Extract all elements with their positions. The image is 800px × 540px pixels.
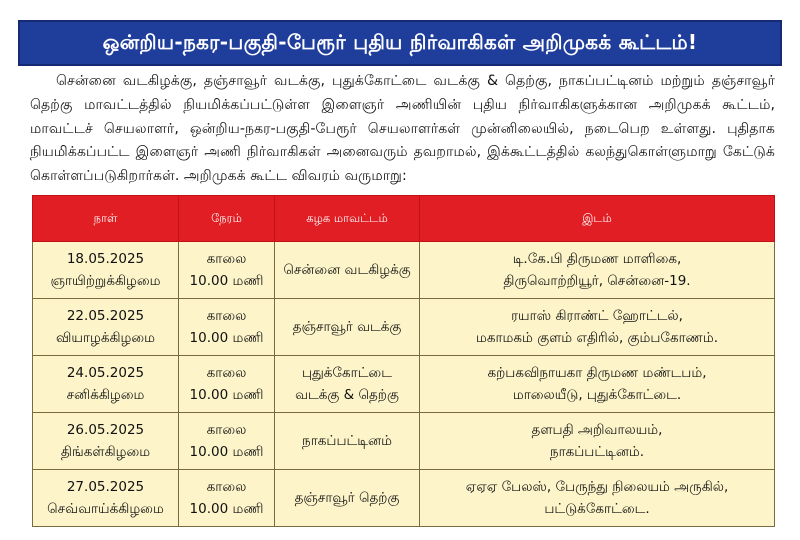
table-row xyxy=(33,356,775,413)
header-time: நேரம் xyxy=(179,196,275,242)
weekday: வியாழக்கிழமை xyxy=(55,330,156,346)
date-cell xyxy=(33,413,179,470)
time-label: காலை xyxy=(206,308,247,324)
time-label: காலை xyxy=(206,251,247,267)
time-label: காலை xyxy=(206,479,247,495)
table-row xyxy=(33,413,775,470)
weekday: செவ்வாய்க்கிழமை xyxy=(47,501,164,517)
time-label: காலை xyxy=(206,365,247,381)
district-cell xyxy=(275,242,420,299)
district: தஞ்சாவூர் வடக்கு xyxy=(292,319,402,335)
time-cell xyxy=(179,413,275,470)
weekday: சனிக்கிழமை xyxy=(66,387,145,403)
district-cell xyxy=(275,356,420,413)
venue-line-1: தளபதி அறிவாலயம், xyxy=(531,422,663,438)
venue-line-2: மகாமகம் குளம் எதிரில், கும்பகோணம். xyxy=(476,330,718,346)
date: 27.05.2025 xyxy=(66,479,145,495)
date: 18.05.2025 xyxy=(66,251,145,267)
date-cell xyxy=(33,299,179,356)
venue-line-1: டி.கே.பி திருமண மாளிகை, xyxy=(512,251,682,267)
time-label: காலை xyxy=(206,422,247,438)
venue-line-2: திருவொற்றியூர், சென்னை-19. xyxy=(503,273,691,289)
table-row xyxy=(33,299,775,356)
venue-line-1: ரயாஸ் கிராண்ட் ஹோட்டல், xyxy=(511,308,683,324)
time-value: 10.00 மணி xyxy=(189,330,264,346)
venue-cell xyxy=(420,470,775,527)
time-value: 10.00 மணி xyxy=(189,273,264,289)
weekday: திங்கள்கிழமை xyxy=(60,444,151,460)
district-cell xyxy=(275,470,420,527)
venue-line-1: ஏஏஏ பேலஸ், பேருந்து நிலையம் அருகில், xyxy=(465,479,729,495)
venue-line-1: கற்பகவிநாயகா திருமண மண்டபம், xyxy=(487,365,707,381)
weekday: ஞாயிற்றுக்கிழமை xyxy=(50,273,161,289)
table-row xyxy=(33,242,775,299)
venue-cell xyxy=(420,299,775,356)
header-date: நாள் xyxy=(33,196,179,242)
venue-line-2: மாலையீடு, புதுக்கோட்டை. xyxy=(512,387,682,403)
time-cell xyxy=(179,356,275,413)
table-header-row xyxy=(33,196,775,242)
title-banner xyxy=(18,20,782,66)
time-cell xyxy=(179,242,275,299)
venue-cell xyxy=(420,356,775,413)
date-cell xyxy=(33,356,179,413)
header-venue: இடம் xyxy=(420,196,775,242)
meeting-schedule-table xyxy=(32,195,775,527)
date: 24.05.2025 xyxy=(66,365,145,381)
district: நாகப்பட்டினம் xyxy=(302,433,392,449)
time-value: 10.00 மணி xyxy=(189,387,264,403)
time-cell xyxy=(179,470,275,527)
venue-line-2: நாகப்பட்டினம். xyxy=(549,444,645,460)
venue-cell xyxy=(420,242,775,299)
time-value: 10.00 மணி xyxy=(189,444,264,460)
district-line-2: வடக்கு & தெற்கு xyxy=(295,387,399,403)
time-value: 10.00 மணி xyxy=(189,501,264,517)
date-cell xyxy=(33,242,179,299)
venue-cell xyxy=(420,413,775,470)
header-district: கழக மாவட்டம் xyxy=(275,196,420,242)
time-cell xyxy=(179,299,275,356)
district-cell xyxy=(275,413,420,470)
date-cell xyxy=(33,470,179,527)
intro-paragraph: சென்னை வடகிழக்கு, தஞ்சாவூர் வடக்கு, புதுக்கோட்டை வடக்கு & தெற்கு, நாகப்பட்டினம் மற்றும் தஞ்சாவூர் தெற்கு மாவட்டத்தில் நியமிக்கப்பட்டுள்ள இளைஞர் அணியின் புதிய நிர்வாகிகளுக்கான அறிமுகக் கூட்டம், மாவட்டச் செயலாளர், ஒன்றிய-நகர-பகுதி-பேரூர் செயலாளர்கள் முன்னிலையில், நடைபெற உள்ளது. புதிதாக நியமிக்கப்பட்ட இளைஞர் அணி நிர்வாகிகள் அனைவரும் தவறாமல், இக்கூட்டத்தில் கலந்துகொள்ளுமாறு கேட்டுக் கொள்ளப்படுகிறார்கள். அறிமுகக் கூட்ட விவரம் வருமாறு: xyxy=(30,73,775,185)
district-cell xyxy=(275,299,420,356)
page-title: ஒன்றிய-நகர-பகுதி-பேரூர் புதிய நிர்வாகிகள் அறிமுகக் கூட்டம்! xyxy=(102,29,698,54)
district: புதுக்கோட்டை xyxy=(302,365,392,381)
date: 22.05.2025 xyxy=(66,308,145,324)
district: தஞ்சாவூர் தெற்கு xyxy=(294,490,400,506)
district: சென்னை வடகிழக்கு xyxy=(283,262,411,278)
venue-line-2: பட்டுக்கோட்டை. xyxy=(544,501,650,517)
date: 26.05.2025 xyxy=(66,422,145,438)
table-row xyxy=(33,470,775,527)
